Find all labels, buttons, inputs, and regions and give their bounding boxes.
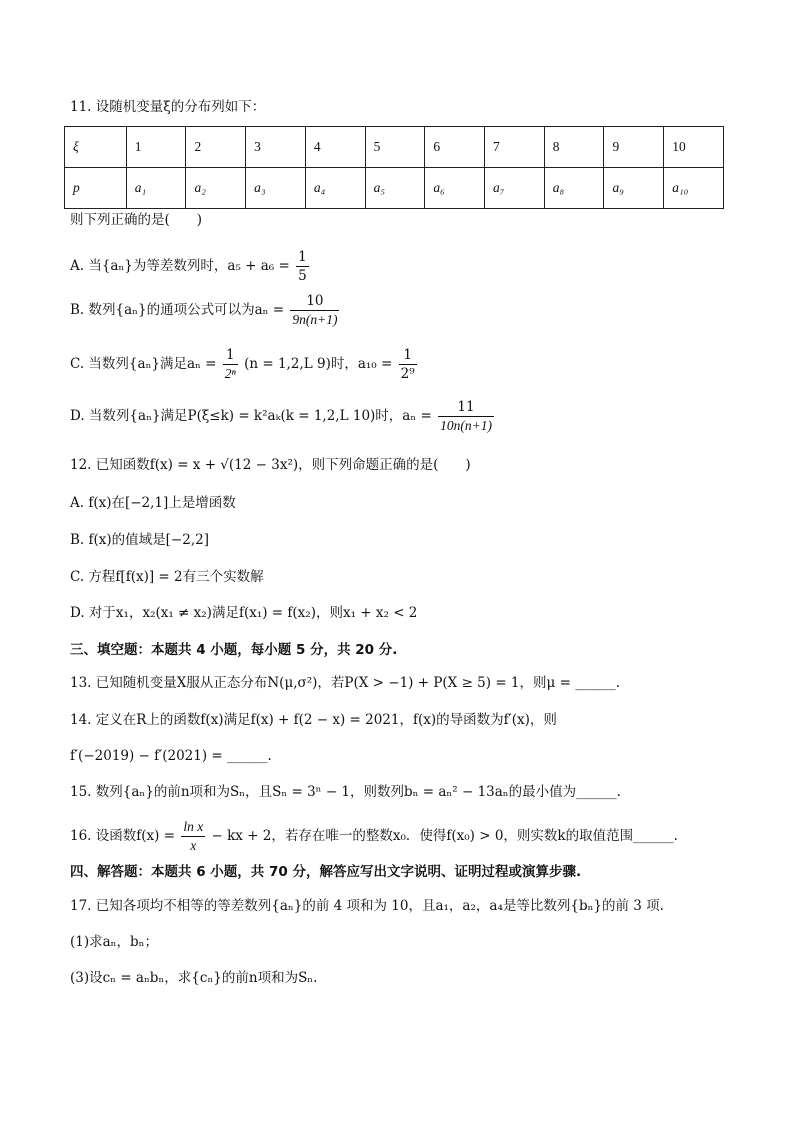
denominator: 10n(n+1): [440, 418, 492, 433]
numerator: 1: [298, 249, 307, 265]
q11-intro: 11. 设随机变量ξ的分布列如下：: [70, 99, 266, 115]
q13: 13. 已知随机变量X服从正态分布N(μ,σ²)，若P(X > −1) + P(X ≥ 5) = 1，则μ = ______.: [70, 675, 620, 691]
question-text: − kx + 2，若存在唯一的整数x₀．使得f(x₀) > 0，则实数k的取值范围______.: [211, 828, 678, 844]
numerator: 1: [399, 346, 417, 365]
table-cell: a₉: [604, 168, 664, 209]
q14-line1: 14. 定义在R上的函数f(x)满足f(x) + f(2 − x) = 2021，f(x)的导函数为f′(x)，则: [70, 712, 557, 728]
table-cell: a₅: [365, 168, 425, 209]
q12-option-a: A. f(x)在[−2,1]上是增函数: [70, 495, 236, 511]
table-cell: 1: [126, 127, 186, 168]
q11-stem: 则下列正确的是( ): [70, 212, 203, 228]
table-cell: 5: [365, 127, 425, 168]
q12-option-d: D. 对于x₁，x₂(x₁ ≠ x₂)满足f(x₁) = f(x₂)，则x₁ + x₂ < 2: [70, 605, 418, 621]
q11-option-a: [70, 248, 311, 285]
section-answer-heading: 四、解答题：本题共 6 小题，共 70 分，解答应写出文字说明、证明过程或演算步骤.: [70, 864, 582, 880]
q12-option-b: B. f(x)的值域是[−2,2]: [70, 532, 209, 548]
table-cell: a₁: [126, 168, 186, 209]
denominator: x: [190, 838, 197, 853]
q11-option-d: [70, 398, 496, 435]
question-text: 16. 设函数f(x) =: [70, 828, 176, 844]
fraction: [438, 398, 494, 435]
option-text: B. 数列{aₙ}的通项公式可以为aₙ =: [70, 302, 285, 318]
q17-stem: 17. 已知各项均不相等的等差数列{aₙ}的前 4 项和为 10，且a₁，a₂，a₄是等比数列{bₙ}的前 3 项.: [70, 898, 664, 914]
option-text: D. 当数列{aₙ}满足P(ξ≤k) = k²aₖ(k = 1,2,L 10)时，aₙ =: [70, 408, 432, 424]
table-cell: a₄: [305, 168, 365, 209]
q14-line2: f′(−2019) − f′(2021) = ______.: [70, 748, 272, 764]
table-header-p: p: [65, 168, 127, 209]
q17-part1: (1)求aₙ，bₙ；: [70, 934, 158, 950]
denominator: 9n(n+1): [292, 312, 338, 327]
table-cell: 4: [305, 127, 365, 168]
q11-option-c: [70, 346, 419, 383]
table-cell: a₇: [485, 168, 545, 209]
q12-stem: 12. 已知函数f(x) = x + √(12 − 3x²)，则下列命题正确的是( ): [70, 457, 471, 473]
numerator: ln x: [181, 818, 205, 837]
fraction: [290, 292, 339, 329]
denominator: 2⁹: [400, 366, 415, 382]
fraction: [296, 248, 309, 285]
option-text: (n = 1,2,L 9)时，a₁₀ =: [244, 356, 393, 372]
table-cell: a₃: [246, 168, 306, 209]
q16: [70, 818, 678, 855]
q12-option-c: C. 方程f[f(x)] = 2有三个实数解: [70, 569, 264, 585]
option-text: C. 当数列{aₙ}满足aₙ =: [70, 356, 217, 372]
table-header-xi: ξ: [65, 127, 127, 168]
table-cell: 6: [425, 127, 485, 168]
table-cell: 2: [186, 127, 246, 168]
distribution-table: [64, 126, 724, 209]
q15: 15. 数列{aₙ}的前n项和为Sₙ，且Sₙ = 3ⁿ − 1，则数列bₙ = aₙ² − 13aₙ的最小值为______.: [70, 784, 621, 800]
table-cell: 3: [246, 127, 306, 168]
option-text: A. 当{aₙ}为等差数列时，a₅ + a₆ =: [70, 258, 290, 274]
table-cell: 7: [485, 127, 545, 168]
table-cell: a₈: [544, 168, 604, 209]
section-fill-in-heading: 三、填空题：本题共 4 小题，每小题 5 分，共 20 分.: [70, 642, 398, 658]
numerator: 1: [223, 346, 238, 365]
table-cell: 8: [544, 127, 604, 168]
fraction: [223, 346, 238, 383]
denominator: 2ⁿ: [224, 366, 236, 381]
table-cell: a₂: [186, 168, 246, 209]
table-cell: a₁₀: [664, 168, 724, 209]
table-cell: 10: [664, 127, 724, 168]
denominator: 5: [298, 268, 307, 284]
fraction: [181, 818, 205, 855]
numerator: 11: [438, 398, 494, 417]
table-row: [65, 168, 724, 209]
table-cell: 9: [604, 127, 664, 168]
table-cell: a₆: [425, 168, 485, 209]
q17-part2: (3)设cₙ = aₙbₙ，求{cₙ}的前n项和为Sₙ.: [70, 970, 318, 986]
numerator: 10: [290, 292, 339, 311]
fraction: [399, 346, 417, 383]
table-row: [65, 127, 724, 168]
q11-option-b: [70, 292, 341, 329]
